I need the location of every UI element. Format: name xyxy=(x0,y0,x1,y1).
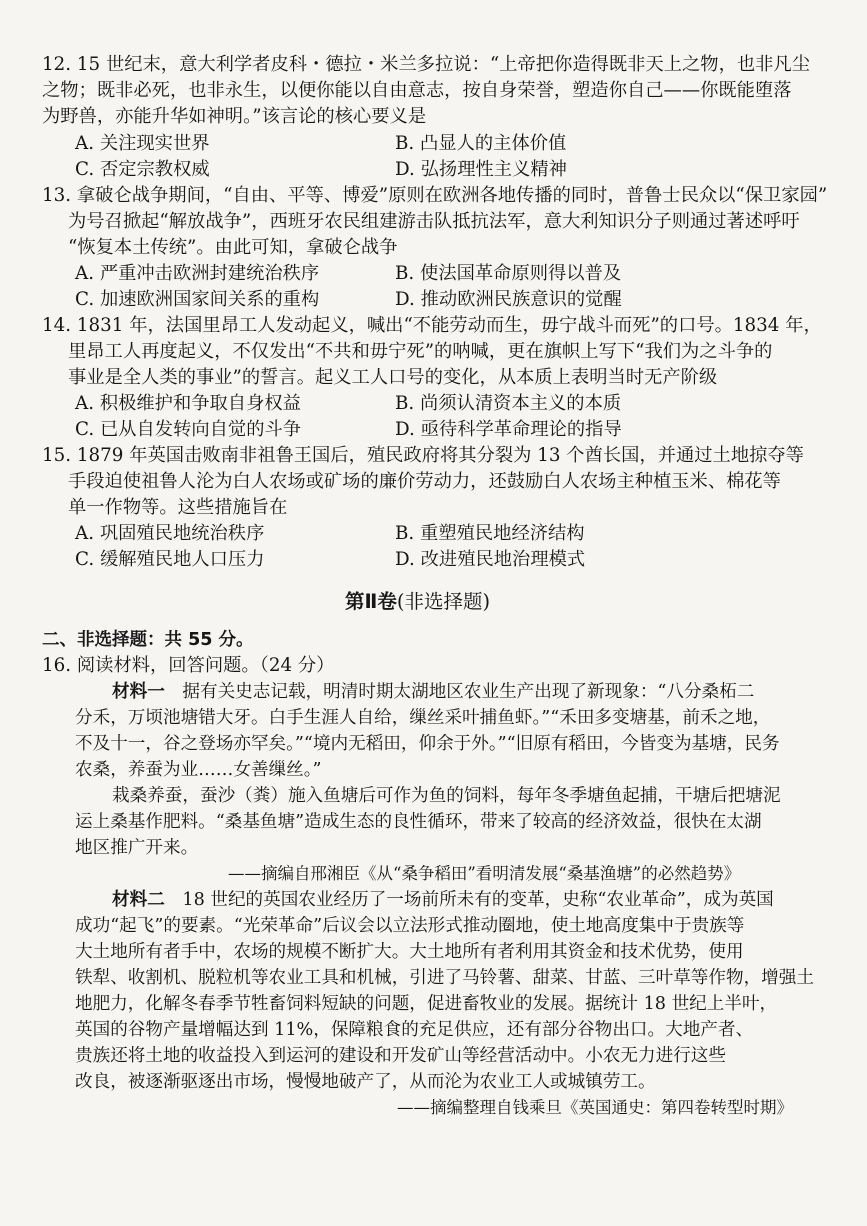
q16-stem: 16. 阅读材料，回答问题。（24 分） xyxy=(42,655,335,676)
q12-option-b: B. 凸显人的主体价值 xyxy=(395,133,567,154)
material2-line4: 铁犁、收割机、脱粒机等农业工具和机械，引进了马铃薯、甜菜、甘蓝、三叶草等作物，增强土 xyxy=(75,968,814,988)
q15-stem-line1: 15. 1879 年英国击败南非祖鲁王国后，殖民政府将其分裂为 13 个酋长国，并通过土地掠夺等 xyxy=(42,445,804,466)
q13-option-d: D. 推动欧洲民族意识的觉醒 xyxy=(395,289,622,310)
q12-option-c: C. 否定宗教权威 xyxy=(75,159,210,180)
material2-line1-text: 18 世纪的英国农业经历了一场前所未有的变革，史称“农业革命”，成为英国 xyxy=(182,890,774,910)
material1-line6: 运上桑基作肥料。“桑基鱼塘”造成生态的良性循环，带来了较高的经济效益，很快在太湖 xyxy=(75,812,762,832)
q13-option-a: A. 严重冲击欧洲封建统治秩序 xyxy=(75,263,320,284)
part2-title-rest: (非选择题) xyxy=(396,590,491,613)
material1-line3: 不及十一，谷之登场亦罕矣。”“境内无稻田，仰余于外。”“旧原有稻田，今皆变为基塘，民务 xyxy=(75,734,780,754)
q15-option-a: A. 巩固殖民地统治秩序 xyxy=(75,523,265,544)
material2-line3: 大土地所有者手中，农场的规模不断扩大。大土地所有者利用其资金和技术优势，使用 xyxy=(75,942,744,962)
q13-option-b: B. 使法国革命原则得以普及 xyxy=(395,263,622,284)
material2-line1 xyxy=(112,887,774,913)
q12-stem-line3: 为野兽，亦能升华如神明。”该言论的核心要义是 xyxy=(42,106,427,127)
q15-option-d: D. 改进殖民地治理模式 xyxy=(395,549,586,570)
material2-line5: 地肥力，化解冬春季节牲畜饲料短缺的问题，促进畜牧业的发展。据统计 18 世纪上半叶， xyxy=(75,994,778,1014)
q15-option-b: B. 重塑殖民地经济结构 xyxy=(395,523,585,544)
q13-stem-line3: “恢复本土传统”。由此可知，拿破仑战争 xyxy=(68,237,398,258)
material2-source: ——摘编整理自钱乘旦《英国通史：第四卷转型时期》 xyxy=(397,1098,793,1117)
part2-title xyxy=(345,589,490,615)
q13-stem-line1: 13. 拿破仑战争期间，“自由、平等、博爱”原则在欧洲各地传播的同时，普鲁士民众以“保卫家园” xyxy=(42,185,828,206)
material2-label: 材料二 xyxy=(112,890,165,910)
q12-option-d: D. 弘扬理性主义精神 xyxy=(395,159,567,180)
material1-line7: 地区推广开来。 xyxy=(75,838,199,858)
q13-option-c: C. 加速欧洲国家间关系的重构 xyxy=(75,289,320,310)
q14-stem-line1: 14. 1831 年，法国里昂工人发动起义，喊出“不能劳动而生，毋宁战斗而死”的口号。1834 年， xyxy=(42,315,822,336)
section-heading: 二、非选择题：共 55 分。 xyxy=(42,630,254,650)
material1-source: ——摘编自邢湘臣《从“桑争稻田”看明清发展“桑基渔塘”的必然趋势》 xyxy=(228,864,741,883)
material2-line6: 英国的谷物产量增幅达到 11%，保障粮食的充足供应，还有部分谷物出口。大地产者、 xyxy=(75,1020,754,1040)
material2-line2: 成功“起飞”的要素。“光荣革命”后议会以立法形式推动圈地，使土地高度集中于贵族等 xyxy=(75,916,745,936)
material1-line1-text: 据有关史志记载，明清时期太湖地区农业生产出现了新现象：“八分桑柘二 xyxy=(182,682,755,702)
q14-option-c: C. 已从自发转向自觉的斗争 xyxy=(75,419,302,440)
material1-line2: 分禾，万顷池塘错大牙。白手生涯人自给，缫丝采叶捕鱼虾。”“禾田多变塘基，前禾之地， xyxy=(75,708,771,728)
material2-line8: 改良，被逐渐驱逐出市场，慢慢地破产了，从而沦为农业工人或城镇劳工。 xyxy=(75,1072,656,1092)
q14-option-d: D. 亟待科学革命理论的指导 xyxy=(395,419,622,440)
material2-line7: 贵族还将土地的收益投入到运河的建设和开发矿山等经营活动中。小农无力进行这些 xyxy=(75,1046,726,1066)
material1-label: 材料一 xyxy=(112,682,165,702)
q15-option-c: C. 缓解殖民地人口压力 xyxy=(75,549,265,570)
material1-line4: 农桑，养蚕为业……女善缫丝。” xyxy=(75,760,322,780)
part2-title-bold: 第Ⅱ卷 xyxy=(345,590,397,613)
q14-option-b: B. 尚须认清资本主义的本质 xyxy=(395,393,622,414)
q15-stem-line2: 手段迫使祖鲁人沦为白人农场或矿场的廉价劳动力，还鼓励白人农场主种植玉米、棉花等 xyxy=(68,471,781,492)
material1-line5: 栽桑养蚕，蚕沙（粪）施入鱼塘后可作为鱼的饲料，每年冬季塘鱼起捕，干塘后把塘泥 xyxy=(112,786,781,806)
q12-stem-line2: 之物；既非必死，也非永生，以便你能以自由意志，按自身荣誉，塑造你自己——你既能堕落 xyxy=(42,80,792,101)
q14-stem-line2: 里昂工人再度起义，不仅发出“不共和毋宁死”的呐喊，更在旗帜上写下“我们为之斗争的 xyxy=(68,341,773,362)
material1-line1 xyxy=(112,679,754,705)
q14-option-a: A. 积极维护和争取自身权益 xyxy=(75,393,301,414)
q12-stem-line1: 12. 15 世纪末，意大利学者皮科・德拉・米兰多拉说：“上帝把你造得既非天上之物，也非凡尘 xyxy=(42,54,810,75)
q15-stem-line3: 单一作物等。这些措施旨在 xyxy=(68,497,288,518)
q13-stem-line2: 为号召掀起“解放战争”，西班牙农民组建游击队抵抗法军，意大利知识分子则通过著述呼吁 xyxy=(68,211,800,232)
q14-stem-line3: 事业是全人类的事业”的誓言。起义工人口号的变化，从本质上表明当时无产阶级 xyxy=(68,367,718,388)
q12-option-a: A. 关注现实世界 xyxy=(75,133,210,154)
